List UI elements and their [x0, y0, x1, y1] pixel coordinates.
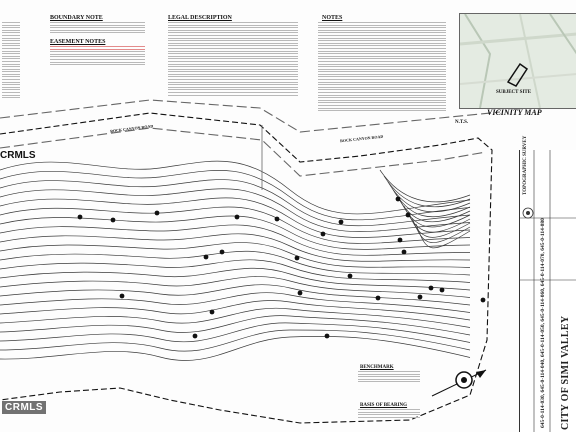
survey-point	[481, 298, 486, 303]
contour-line	[0, 308, 470, 327]
survey-point	[396, 197, 401, 202]
easement-notes-text	[50, 46, 145, 67]
contour-line	[384, 176, 470, 207]
survey-point	[210, 310, 215, 315]
survey-point	[339, 220, 344, 225]
parcel-numbers: 645-0-114-030, 645-0-114-040, 645-0-114-050, 645-0-114-060, 645-0-114-070, 645-0-114-080	[540, 218, 546, 428]
survey-point	[325, 334, 330, 339]
title-block	[519, 135, 576, 432]
benchmark-title: BENCHMARK	[360, 365, 394, 370]
survey-point	[418, 295, 423, 300]
contour-line	[388, 182, 470, 212]
survey-point	[235, 215, 240, 220]
contour-line	[0, 180, 470, 226]
survey-point	[295, 256, 300, 261]
road-label-left: ROCK CANYON ROAD	[109, 123, 154, 134]
road-label-right: ROCK CANYON ROAD	[339, 133, 384, 144]
survey-point	[402, 250, 407, 255]
easement-notes-title: EASEMENT NOTES	[50, 39, 106, 45]
sheet-index-list	[2, 22, 20, 100]
notes-title: NOTES	[322, 15, 343, 21]
city-name: CITY OF SIMI VALLEY	[560, 315, 571, 430]
survey-point	[298, 291, 303, 296]
contour-line	[0, 293, 470, 313]
survey-point	[120, 294, 125, 299]
contour-line	[0, 216, 470, 249]
survey-point	[220, 250, 225, 255]
survey-point	[193, 334, 198, 339]
contour-line	[0, 268, 470, 290]
contour-line	[0, 336, 470, 360]
contour-line	[0, 260, 470, 283]
contour-line	[0, 300, 470, 320]
listing-logo: CRMLS	[2, 401, 46, 414]
contour-line	[0, 243, 470, 268]
contour-line	[0, 170, 470, 219]
contour-line	[0, 323, 470, 343]
survey-point	[78, 215, 83, 220]
contour-line	[396, 194, 470, 222]
survey-point	[406, 213, 411, 218]
notes-text	[318, 22, 446, 113]
contour-line	[380, 170, 470, 202]
survey-point	[398, 238, 403, 243]
survey-point	[429, 286, 434, 291]
boundary-note-text	[50, 22, 145, 35]
survey-point	[204, 255, 209, 260]
survey-point	[348, 274, 353, 279]
contour-line	[392, 188, 470, 217]
vicinity-map-title: VICINITY MAP	[487, 108, 542, 117]
survey-point	[111, 218, 116, 223]
boundary-note-title: BOUNDARY NOTE	[50, 15, 103, 21]
legal-description-text	[168, 22, 298, 97]
survey-point	[440, 288, 445, 293]
survey-point	[376, 296, 381, 301]
benchmark-text	[358, 371, 420, 384]
contour-line	[0, 161, 470, 214]
basis-of-bearing-text	[358, 409, 420, 419]
vicinity-map	[459, 13, 576, 109]
legal-description-title: LEGAL DESCRIPTION	[168, 15, 232, 21]
basis-of-bearing-title: BASIS OF BEARING	[360, 403, 408, 408]
nts-label: N.T.S.	[455, 120, 469, 125]
title-block-top-label: TOPOGRAPHIC SURVEY	[523, 135, 528, 195]
contour-line	[0, 285, 470, 305]
contour-line	[0, 330, 470, 351]
survey-point	[321, 232, 326, 237]
subject-site-label: SUBJECT SITE	[496, 90, 532, 95]
listing-logo-top: CRMLS	[0, 150, 36, 161]
survey-point	[155, 211, 160, 216]
north-arrow-icon	[428, 366, 492, 400]
survey-point	[275, 217, 280, 222]
